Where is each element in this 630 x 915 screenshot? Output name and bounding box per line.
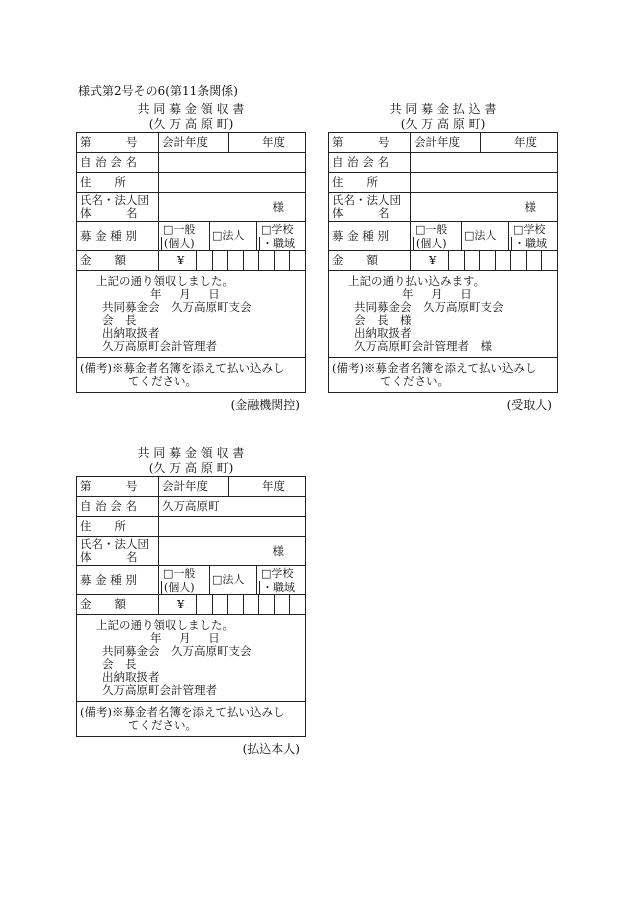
accounting-manager-line: 久万高原町会計管理者 様 xyxy=(354,339,492,353)
address-label: 住 所 xyxy=(77,517,159,537)
date-line: 年 月 日 xyxy=(150,631,220,645)
chairman-line: 会 長 xyxy=(102,313,137,327)
remarks-line1: (備考)※募金者名簿を添えて払い込みし xyxy=(80,361,285,375)
address-field[interactable] xyxy=(159,517,306,537)
receipt-body xyxy=(77,615,306,702)
remarks-line1: (備考)※募金者名簿を添えて払い込みし xyxy=(332,361,537,375)
form-table xyxy=(328,132,558,393)
opt-school-line2: ・職域 xyxy=(259,581,303,595)
checkbox-school[interactable] xyxy=(256,566,305,594)
association-field[interactable] xyxy=(159,153,306,173)
amount-field[interactable] xyxy=(159,251,306,271)
remarks-line2: てください。 xyxy=(128,374,197,388)
remarks xyxy=(329,358,558,393)
digit-box[interactable] xyxy=(464,251,480,270)
amount-label: 金 額 xyxy=(77,595,159,615)
form-table xyxy=(76,476,306,737)
form-title: 共 同 募 金 領 収 書 xyxy=(137,446,245,460)
association-field[interactable]: 久万高原町 xyxy=(159,497,306,517)
opt-school-line1: □学校 xyxy=(261,567,294,580)
honorific-sama: 様 xyxy=(272,543,284,558)
name-label-line1: 氏名・法人団 xyxy=(80,537,149,551)
opt-general-line1: □一般 xyxy=(415,223,448,236)
checkbox-general[interactable] xyxy=(411,222,461,250)
opt-corporate-label: □法人 xyxy=(212,229,245,242)
yen-sign: ¥ xyxy=(429,253,437,267)
digit-box[interactable] xyxy=(448,251,464,270)
digit-box[interactable] xyxy=(495,251,511,270)
digit-box[interactable] xyxy=(227,251,243,270)
digit-box[interactable] xyxy=(243,251,259,270)
yen-sign: ¥ xyxy=(177,253,185,267)
receipt-form-payer-copy xyxy=(76,446,306,757)
digit-box[interactable] xyxy=(289,595,305,614)
digit-box[interactable] xyxy=(541,251,557,270)
type-options xyxy=(159,222,306,251)
digit-box[interactable] xyxy=(212,251,228,270)
form-table xyxy=(76,132,306,393)
amount-label: 金 額 xyxy=(77,251,159,271)
digit-box[interactable] xyxy=(258,595,274,614)
name-label-line2: 体 名 xyxy=(80,206,138,220)
remarks-line1: (備考)※募金者名簿を添えて払い込みし xyxy=(80,705,285,719)
checkbox-corporate[interactable] xyxy=(209,222,256,250)
organization-line: 共同募金会 久万高原町支会 xyxy=(354,300,504,314)
year-label: 年度 xyxy=(229,133,306,153)
digit-box[interactable] xyxy=(274,595,290,614)
receipt-form-bank-copy xyxy=(76,102,306,413)
checkbox-general[interactable] xyxy=(159,222,209,250)
digit-box[interactable] xyxy=(258,251,274,270)
form-number-heading: 様式第2号その6(第11条関係) xyxy=(78,84,238,98)
number-label: 第 号 xyxy=(329,133,411,153)
fiscal-label: 会計年度 xyxy=(159,477,229,497)
name-field[interactable] xyxy=(411,193,558,222)
amount-label: 金 額 xyxy=(329,251,411,271)
form-subtitle: (久 万 高 原 町) xyxy=(400,117,486,131)
association-label: 自 治 会 名 xyxy=(329,153,411,173)
checkbox-school[interactable] xyxy=(256,222,305,250)
fiscal-label: 会計年度 xyxy=(411,133,481,153)
name-label-line2: 体 名 xyxy=(80,550,138,564)
type-label: 募 金 種 別 xyxy=(77,222,159,251)
honorific-sama: 様 xyxy=(272,199,284,214)
address-label: 住 所 xyxy=(329,173,411,193)
digit-box[interactable] xyxy=(227,595,243,614)
chairman-line: 会 長 様 xyxy=(354,313,412,327)
remarks-line2: てください。 xyxy=(380,374,449,388)
checkbox-general[interactable] xyxy=(159,566,209,594)
treasurer-line: 出納取扱者 xyxy=(102,670,160,684)
remarks xyxy=(77,358,306,393)
opt-general-line1: □一般 xyxy=(163,223,196,236)
opt-general-line2: (個人) xyxy=(161,581,207,595)
form-subtitle: (久 万 高 原 町) xyxy=(148,117,234,131)
digit-box[interactable] xyxy=(196,595,212,614)
statement-line: 上記の通り領収しました。 xyxy=(96,274,234,288)
number-label: 第 号 xyxy=(77,133,159,153)
opt-general-line2: (個人) xyxy=(413,237,459,251)
opt-corporate-label: □法人 xyxy=(212,573,245,586)
opt-school-line1: □学校 xyxy=(261,223,294,236)
form-title: 共 同 募 金 払 込 書 xyxy=(389,102,497,116)
opt-school-line2: ・職域 xyxy=(511,237,555,251)
name-label-line2: 体 名 xyxy=(332,206,390,220)
amount-field[interactable] xyxy=(159,595,306,615)
opt-school-line1: □学校 xyxy=(513,223,546,236)
checkbox-corporate[interactable] xyxy=(209,566,256,594)
digit-box[interactable] xyxy=(196,251,212,270)
date-line: 年 月 日 xyxy=(402,287,472,301)
opt-general-line2: (個人) xyxy=(161,237,207,251)
statement-line: 上記の通り領収しました。 xyxy=(96,618,234,632)
name-field[interactable] xyxy=(159,537,306,566)
organization-line: 共同募金会 久万高原町支会 xyxy=(102,300,252,314)
fiscal-label: 会計年度 xyxy=(159,133,229,153)
receipt-body xyxy=(77,271,306,358)
name-label-line1: 氏名・法人団 xyxy=(332,193,401,207)
form-subtitle: (久 万 高 原 町) xyxy=(148,461,234,475)
digit-box[interactable] xyxy=(212,595,228,614)
checkbox-corporate[interactable] xyxy=(461,222,508,250)
digit-box[interactable] xyxy=(274,251,290,270)
name-label xyxy=(77,193,159,222)
association-label: 自 治 会 名 xyxy=(77,497,159,517)
association-field[interactable] xyxy=(411,153,558,173)
number-label: 第 号 xyxy=(77,477,159,497)
payment-form-receiver xyxy=(328,102,558,413)
name-label xyxy=(329,193,411,222)
honorific-sama: 様 xyxy=(524,199,536,214)
type-options xyxy=(159,566,306,595)
checkbox-school[interactable] xyxy=(508,222,557,250)
year-label: 年度 xyxy=(229,477,306,497)
digit-box[interactable] xyxy=(526,251,542,270)
chairman-line: 会 長 xyxy=(102,657,137,671)
type-options xyxy=(411,222,558,251)
opt-general-line1: □一般 xyxy=(163,567,196,580)
accounting-manager-line: 久万高原町会計管理者 xyxy=(102,339,217,353)
statement-line: 上記の通り払い込みます。 xyxy=(348,274,486,288)
association-label: 自 治 会 名 xyxy=(77,153,159,173)
opt-corporate-label: □法人 xyxy=(464,229,497,242)
receipt-body xyxy=(329,271,558,358)
address-field[interactable] xyxy=(411,173,558,193)
name-label xyxy=(77,537,159,566)
copy-label: (受取人) xyxy=(506,398,552,412)
digit-box[interactable] xyxy=(243,595,259,614)
digit-box[interactable] xyxy=(289,251,305,270)
date-line: 年 月 日 xyxy=(150,287,220,301)
form-title: 共 同 募 金 領 収 書 xyxy=(137,102,245,116)
treasurer-line: 出納取扱者 xyxy=(102,326,160,340)
copy-label: (払込本人) xyxy=(242,742,300,756)
type-label: 募 金 種 別 xyxy=(329,222,411,251)
yen-sign: ¥ xyxy=(177,597,185,611)
name-label-line1: 氏名・法人団 xyxy=(80,193,149,207)
opt-school-line2: ・職域 xyxy=(259,237,303,251)
remarks xyxy=(77,702,306,737)
treasurer-line: 出納取扱者 xyxy=(354,326,412,340)
address-label: 住 所 xyxy=(77,173,159,193)
accounting-manager-line: 久万高原町会計管理者 xyxy=(102,683,217,697)
amount-field[interactable] xyxy=(411,251,558,271)
name-field[interactable] xyxy=(159,193,306,222)
type-label: 募 金 種 別 xyxy=(77,566,159,595)
remarks-line2: てください。 xyxy=(128,718,197,732)
organization-line: 共同募金会 久万高原町支会 xyxy=(102,644,252,658)
year-label: 年度 xyxy=(481,133,558,153)
digit-box[interactable] xyxy=(479,251,495,270)
address-field[interactable] xyxy=(159,173,306,193)
copy-label: (金融機関控) xyxy=(230,398,300,412)
digit-box[interactable] xyxy=(510,251,526,270)
